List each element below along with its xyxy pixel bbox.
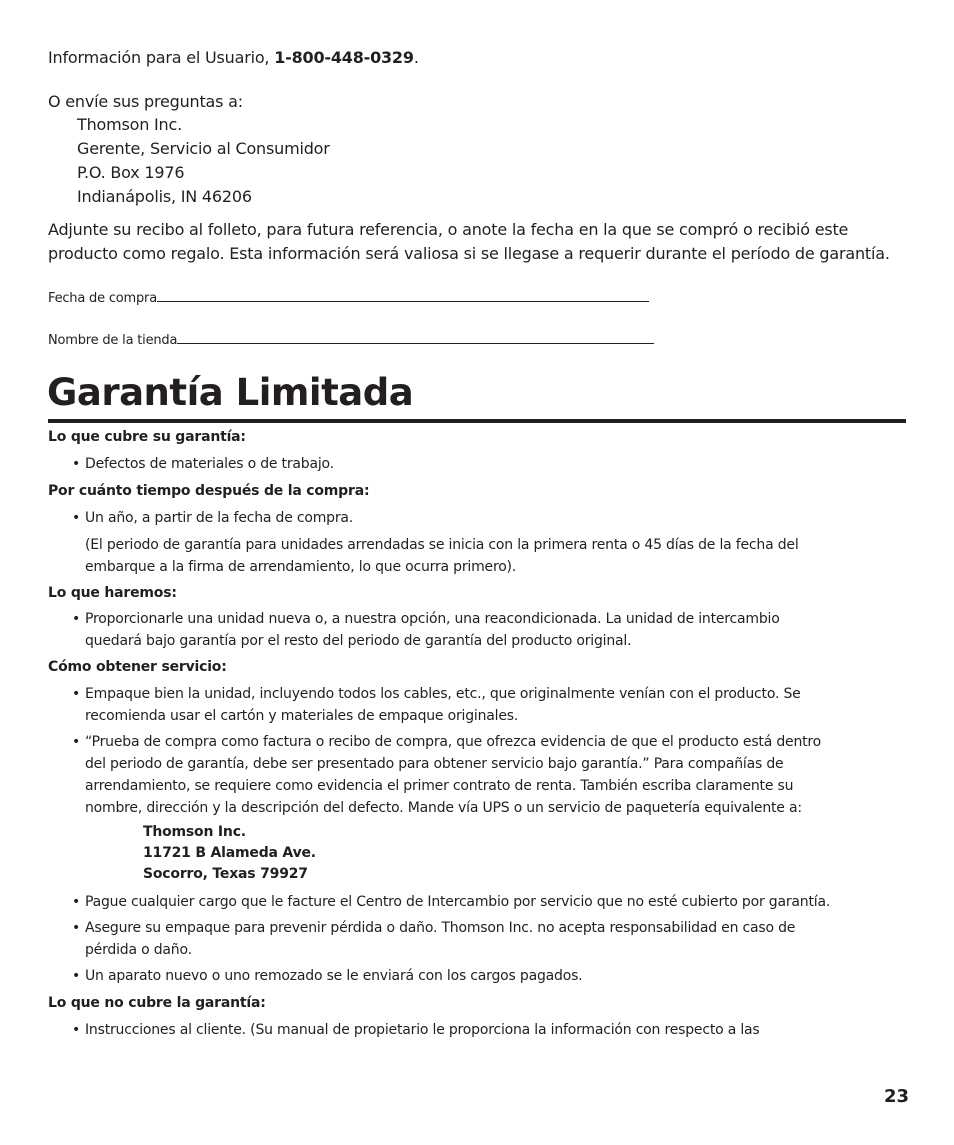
list-item: • Un aparato nuevo o uno remozado se le enviará con los cargos pagados.: [72, 968, 583, 984]
store-name-label: Nombre de la tienda: [48, 333, 178, 348]
purchase-date-field: [48, 287, 649, 309]
purchase-date-blank: [157, 287, 649, 302]
ship-address-line: Thomson Inc.: [143, 824, 246, 840]
warranty-title: Garantía Limitada: [47, 371, 414, 414]
receipt-note-line: Adjunte su recibo al folleto, para futura referencia, o anote la fecha en la que se compró o recibió este: [48, 220, 849, 239]
list-item: • Un año, a partir de la fecha de compra.: [72, 510, 354, 526]
ship-address-line: 11721 B Alameda Ave.: [143, 845, 316, 861]
address-line: Indianápolis, IN 46206: [77, 187, 252, 206]
contact-phone: 1-800-448-0329: [274, 48, 414, 67]
duration-heading: Por cuánto tiempo después de la compra:: [48, 483, 370, 499]
purchase-date-label: Fecha de compra: [48, 291, 157, 306]
contact-line: [48, 46, 419, 70]
address-line: Thomson Inc.: [77, 115, 182, 134]
ship-address-line: Socorro, Texas 79927: [143, 866, 308, 882]
duration-note-line: embarque a la firma de arrendamiento, lo que ocurra primero).: [85, 559, 517, 575]
list-item: • Defectos de materiales o de trabajo.: [72, 456, 334, 472]
send-questions-label: O envíe sus preguntas a:: [48, 92, 243, 111]
contact-prefix: Información para el Usuario,: [48, 48, 275, 67]
list-item: • “Prueba de compra como factura o recibo de compra, que ofrezca evidencia de que el producto está dentro del periodo de garantía, debe ser presentado para obtener servicio bajo garantía.” Para compañías de arrendamiento, se requiere como evidencia el primer contrato de renta. También escriba claramente su nombre, dirección y la descripción del defecto. Mande vía UPS o un servicio de paquetería equivalente a:: [72, 734, 822, 816]
covers-heading: Lo que cubre su garantía:: [48, 429, 246, 445]
list-item: • Asegure su empaque para prevenir pérdida o daño. Thomson Inc. no acepta responsabilidad en caso de pérdida o daño.: [72, 920, 796, 958]
store-name-blank: [177, 329, 654, 344]
list-item: • Instrucciones al cliente. (Su manual de propietario le proporciona la información con respecto a las: [72, 1022, 760, 1038]
title-rule: [48, 419, 906, 423]
address-line: Gerente, Servicio al Consumidor: [77, 139, 330, 158]
not-covered-heading: Lo que no cubre la garantía:: [48, 995, 266, 1011]
list-item: • Pague cualquier cargo que le facture el Centro de Intercambio por servicio que no esté cubierto por garantía.: [72, 894, 831, 910]
store-name-field: [48, 329, 654, 351]
will-do-heading: Lo que haremos:: [48, 585, 177, 601]
service-heading: Cómo obtener servicio:: [48, 659, 227, 675]
list-item: • Empaque bien la unidad, incluyendo todos los cables, etc., que originalmente venían con el producto. Se recomienda usar el cartón y materiales de empaque originales.: [72, 686, 801, 724]
page-number: 23: [884, 1086, 910, 1107]
duration-note-line: (El periodo de garantía para unidades arrendadas se inicia con la primera renta o 45 días de la fecha del: [85, 537, 799, 553]
list-item: • Proporcionarle una unidad nueva o, a nuestra opción, una reacondicionada. La unidad de intercambio quedará bajo garantía por el resto del periodo de garantía del producto original.: [72, 611, 780, 649]
receipt-note-line: producto como regalo. Esta información será valiosa si se llegase a requerir durante el período de garantía.: [48, 244, 890, 263]
address-line: P.O. Box 1976: [77, 163, 185, 182]
contact-suffix: .: [413, 48, 419, 67]
